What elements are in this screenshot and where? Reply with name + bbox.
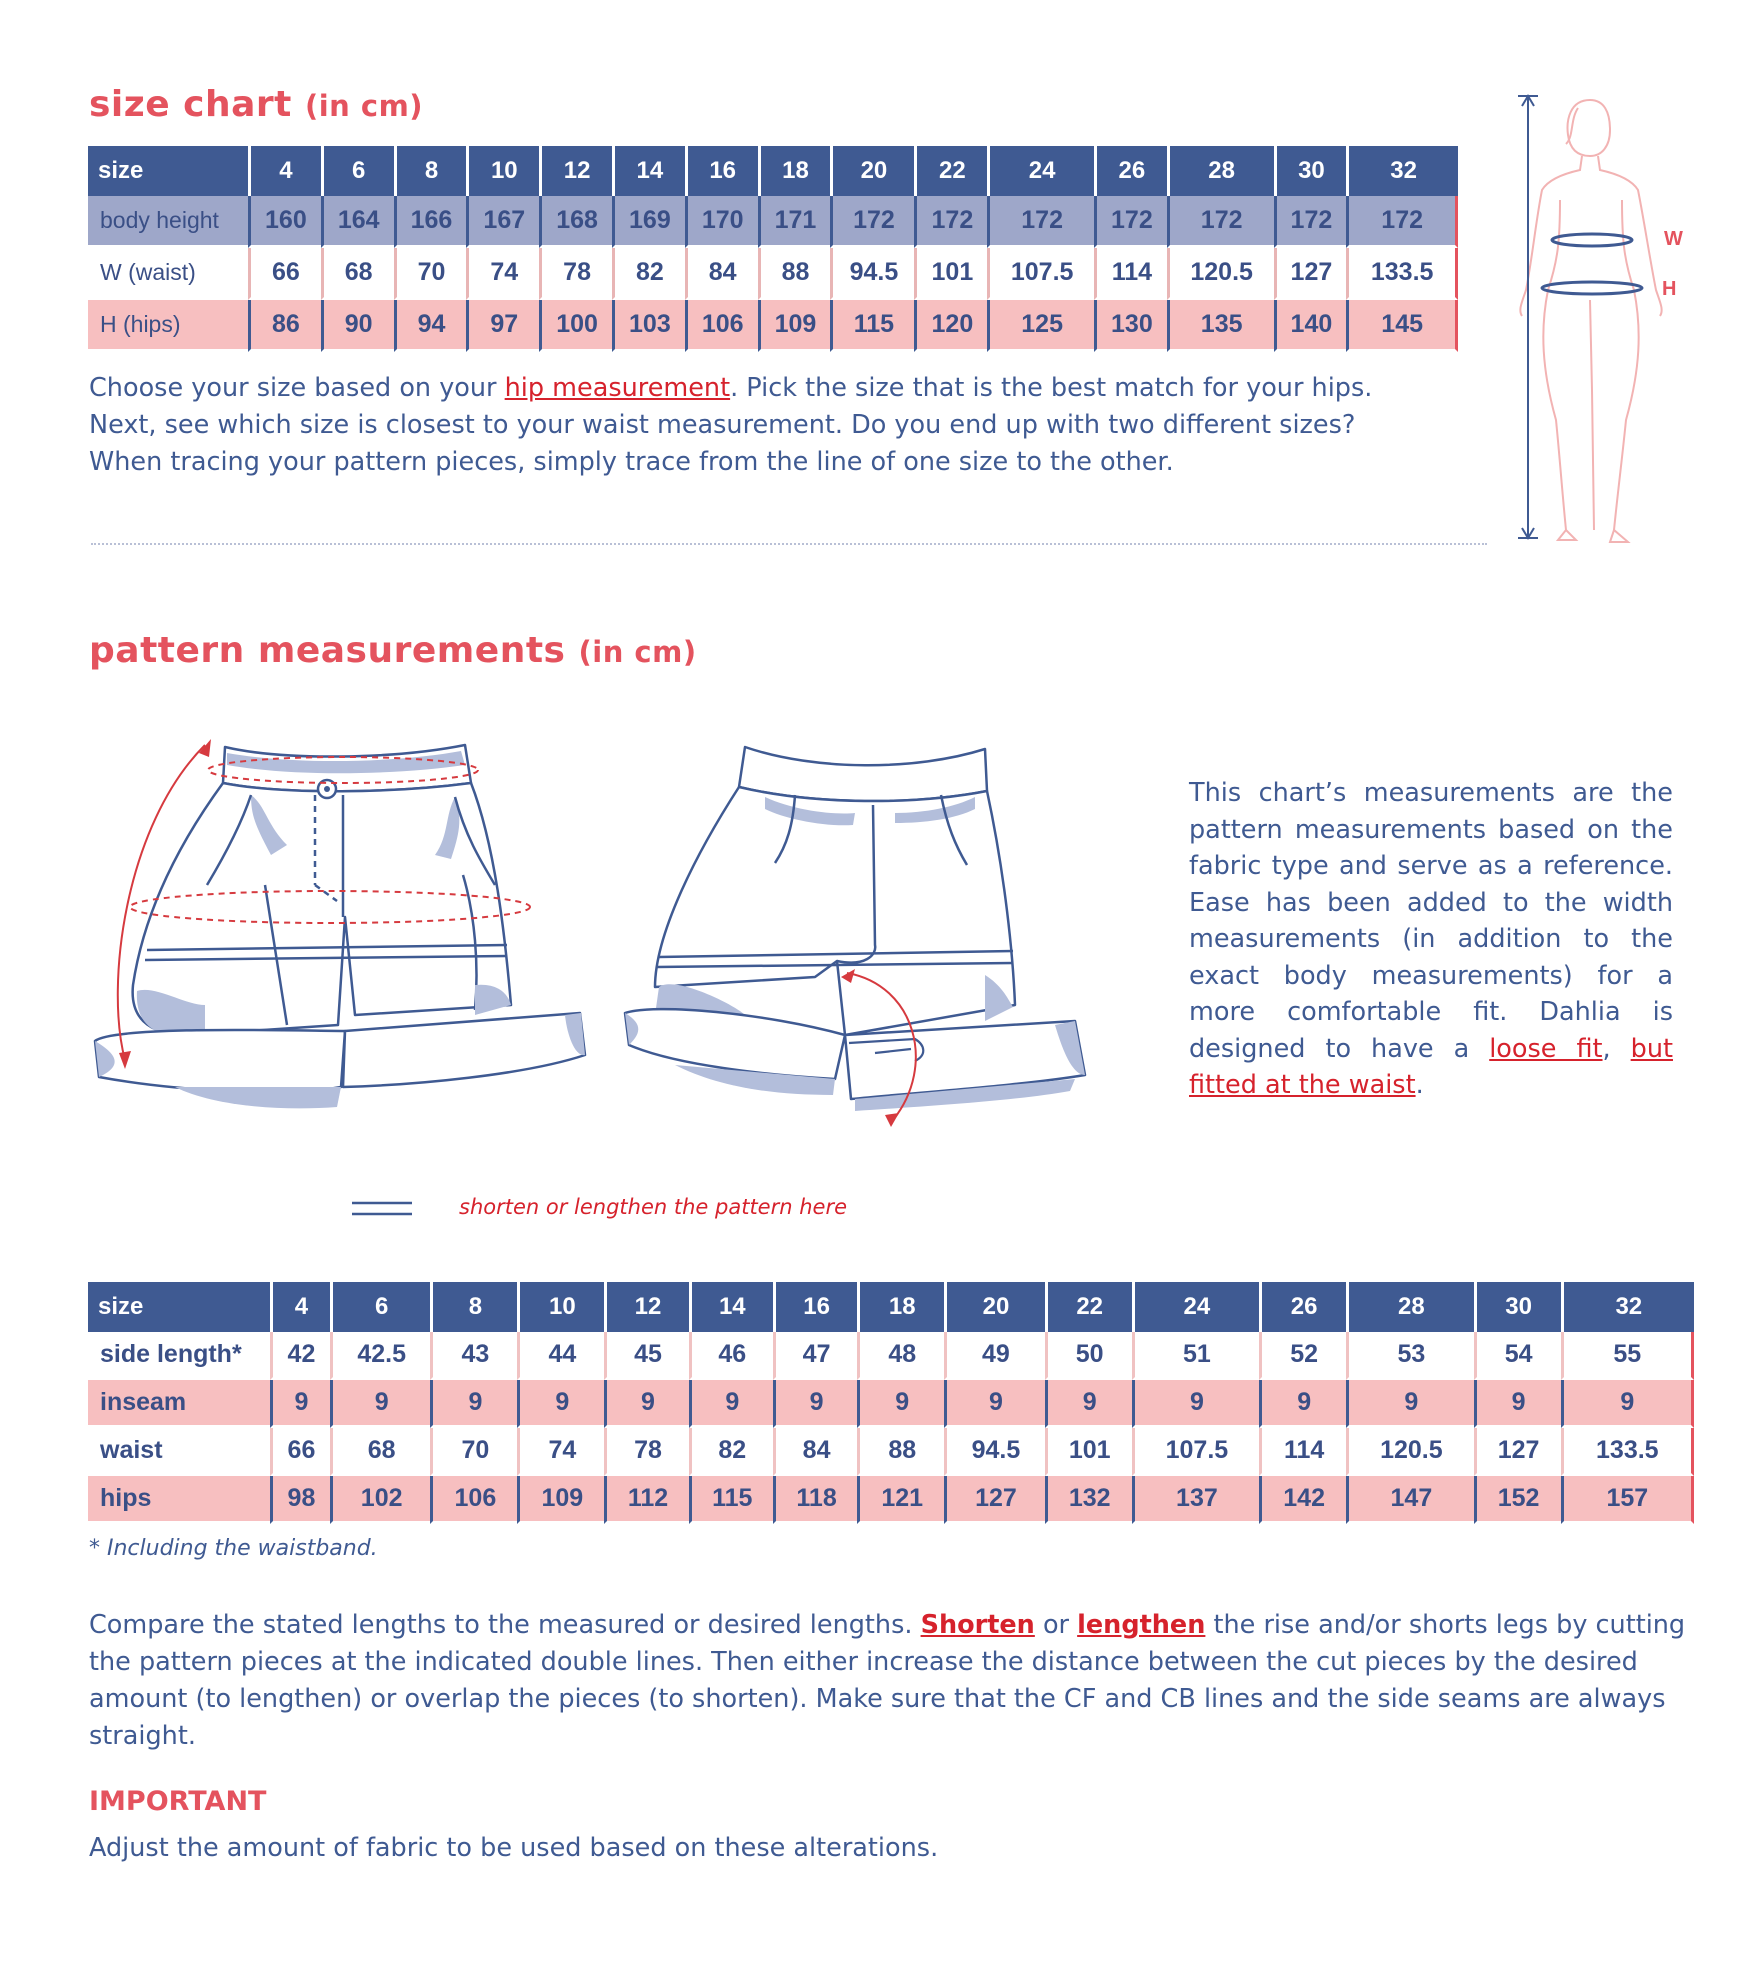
table-cell: 100 xyxy=(539,300,612,352)
table-cell: 98 xyxy=(270,1476,330,1524)
table-cell: 152 xyxy=(1474,1476,1561,1524)
pattern-header-row xyxy=(88,1282,1694,1332)
table-cell: 78 xyxy=(539,248,612,300)
row-label: side length* xyxy=(88,1332,270,1380)
loose-fit-link[interactable]: loose fit xyxy=(1489,1033,1603,1064)
size-chart-para-line-2: Next, see which size is closest to your waist measurement. Do you end up with two different sizes? xyxy=(89,410,1356,440)
table-cell: 74 xyxy=(466,248,539,300)
table-cell: 82 xyxy=(689,1428,773,1476)
header-cell-size: 26 xyxy=(1094,146,1167,196)
table-cell: 42 xyxy=(270,1332,330,1380)
size-chart-header-row xyxy=(88,146,1458,196)
table-cell: 172 xyxy=(1094,196,1167,248)
table-cell: 9 xyxy=(944,1380,1044,1428)
table-cell: 68 xyxy=(330,1428,430,1476)
double-line-legend-icon xyxy=(350,1198,414,1220)
table-cell: 102 xyxy=(330,1476,430,1524)
header-cell-size: 6 xyxy=(330,1282,430,1332)
hip-marker-label: H xyxy=(1662,278,1677,300)
or-text: or xyxy=(1034,1610,1078,1640)
table-cell: 84 xyxy=(685,248,758,300)
table-cell: 172 xyxy=(987,196,1094,248)
table-cell: 51 xyxy=(1132,1332,1260,1380)
legend-text: shorten or lengthen the pattern here xyxy=(459,1195,847,1219)
table-cell: 94.5 xyxy=(830,248,914,300)
header-cell-size: 32 xyxy=(1561,1282,1694,1332)
table-cell: 49 xyxy=(944,1332,1044,1380)
row-label: body height xyxy=(88,196,248,248)
head-shape xyxy=(1568,100,1610,156)
row-label: H (hips) xyxy=(88,300,248,352)
table-cell: 9 xyxy=(1474,1380,1561,1428)
back-left-cuff xyxy=(625,1009,845,1079)
table-cell: 52 xyxy=(1259,1332,1346,1380)
alteration-paragraph xyxy=(89,1607,1689,1755)
row-label: hips xyxy=(88,1476,270,1524)
table-cell: 120.5 xyxy=(1167,248,1274,300)
size-chart-paragraph xyxy=(89,370,1489,481)
header-cell-size: 16 xyxy=(773,1282,857,1332)
header-cell-size: 4 xyxy=(248,146,321,196)
description-text: This chart’s measurements are the pattern measurements based on the fabric type and serve as a reference. Ease has been added to the width measurements (in addition to the exact body measurements) for a more comfortable fit. Dahlia is designed to have a xyxy=(1189,778,1673,1064)
size-chart-para-line-1 xyxy=(89,370,1489,407)
table-cell: 107.5 xyxy=(1132,1428,1260,1476)
table-cell: 66 xyxy=(270,1428,330,1476)
table-cell: 9 xyxy=(330,1380,430,1428)
header-cell-size-label: size xyxy=(88,146,248,196)
table-cell: 109 xyxy=(758,300,831,352)
table-cell: 66 xyxy=(248,248,321,300)
front-right-cuff xyxy=(343,1013,585,1087)
table-cell: 45 xyxy=(604,1332,688,1380)
hip-measurement-link[interactable]: hip measurement xyxy=(504,373,731,403)
table-cell: 55 xyxy=(1561,1332,1694,1380)
table-row xyxy=(88,1476,1694,1524)
table-cell: 9 xyxy=(1045,1380,1132,1428)
table-cell: 114 xyxy=(1259,1428,1346,1476)
table-cell: 169 xyxy=(612,196,685,248)
pattern-measurements-table xyxy=(88,1282,1694,1524)
header-cell-size: 26 xyxy=(1259,1282,1346,1332)
table-cell: 46 xyxy=(689,1332,773,1380)
table-cell: 9 xyxy=(1259,1380,1346,1428)
table-cell: 142 xyxy=(1259,1476,1346,1524)
footnote: * Including the waistband. xyxy=(89,1536,378,1561)
table-cell: 127 xyxy=(944,1476,1044,1524)
table-row xyxy=(88,1428,1694,1476)
header-cell-size: 12 xyxy=(604,1282,688,1332)
table-cell: 54 xyxy=(1474,1332,1561,1380)
header-cell-size: 18 xyxy=(857,1282,944,1332)
pattern-measurements-title xyxy=(89,630,697,671)
table-cell: 130 xyxy=(1094,300,1167,352)
header-cell-size: 20 xyxy=(830,146,914,196)
description-end: . xyxy=(1415,1070,1424,1100)
alteration-text: Compare the stated lengths to the measured or desired lengths. xyxy=(89,1610,921,1640)
size-chart-unit: (in cm) xyxy=(304,89,424,123)
table-row xyxy=(88,248,1458,300)
table-cell: 106 xyxy=(685,300,758,352)
waist-line xyxy=(1552,234,1632,246)
table-cell: 9 xyxy=(773,1380,857,1428)
table-cell: 167 xyxy=(466,196,539,248)
header-cell-size: 28 xyxy=(1346,1282,1474,1332)
table-cell: 120 xyxy=(914,300,987,352)
header-cell-size: 28 xyxy=(1167,146,1274,196)
para-text: Choose your size based on your xyxy=(89,373,505,403)
table-cell: 135 xyxy=(1167,300,1274,352)
table-cell: 120.5 xyxy=(1346,1428,1474,1476)
table-cell: 9 xyxy=(1561,1380,1694,1428)
header-cell-size: 22 xyxy=(1045,1282,1132,1332)
table-cell: 70 xyxy=(430,1428,517,1476)
table-cell: 137 xyxy=(1132,1476,1260,1524)
dotted-divider xyxy=(91,543,1487,545)
table-cell: 140 xyxy=(1274,300,1347,352)
table-cell: 94 xyxy=(394,300,467,352)
table-cell: 114 xyxy=(1094,248,1167,300)
lengthen-link[interactable]: lengthen xyxy=(1077,1610,1206,1640)
table-cell: 53 xyxy=(1346,1332,1474,1380)
table-cell: 127 xyxy=(1274,248,1347,300)
table-cell: 106 xyxy=(430,1476,517,1524)
important-title: IMPORTANT xyxy=(89,1786,267,1817)
header-cell-size: 8 xyxy=(430,1282,517,1332)
table-cell: 115 xyxy=(689,1476,773,1524)
header-cell-size: 22 xyxy=(914,146,987,196)
table-cell: 9 xyxy=(604,1380,688,1428)
table-cell: 9 xyxy=(1346,1380,1474,1428)
table-cell: 125 xyxy=(987,300,1094,352)
table-cell: 9 xyxy=(517,1380,604,1428)
shorten-link[interactable]: Shorten xyxy=(920,1610,1035,1640)
size-chart-title xyxy=(89,84,423,125)
table-cell: 157 xyxy=(1561,1476,1694,1524)
fitted-at-waist-link[interactable]: but fitted at the waist xyxy=(1189,1033,1673,1100)
table-cell: 132 xyxy=(1045,1476,1132,1524)
row-label: inseam xyxy=(88,1380,270,1428)
header-cell-size: 30 xyxy=(1274,146,1347,196)
table-row xyxy=(88,1332,1694,1380)
table-cell: 121 xyxy=(857,1476,944,1524)
table-cell: 109 xyxy=(517,1476,604,1524)
front-left-cuff xyxy=(95,1030,345,1092)
body-figure-illustration xyxy=(1500,90,1700,550)
row-label: waist xyxy=(88,1428,270,1476)
table-cell: 88 xyxy=(758,248,831,300)
table-cell: 84 xyxy=(773,1428,857,1476)
table-cell: 68 xyxy=(321,248,394,300)
table-cell: 90 xyxy=(321,300,394,352)
alteration-text-2: the rise and/or shorts legs by cutting the pattern pieces at the indicated double lines. Then either increase the distance between the cut pieces by the desired amount (to lengthen) or overlap the pieces (to shorten). Make sure that the CF and CB lines and the side seams are always straight. xyxy=(89,1610,1686,1751)
header-cell-size-label: size xyxy=(88,1282,270,1332)
table-cell: 112 xyxy=(604,1476,688,1524)
table-cell: 172 xyxy=(1274,196,1347,248)
header-cell-size: 30 xyxy=(1474,1282,1561,1332)
table-cell: 101 xyxy=(914,248,987,300)
table-cell: 164 xyxy=(321,196,394,248)
header-cell-size: 16 xyxy=(685,146,758,196)
table-cell: 9 xyxy=(1132,1380,1260,1428)
table-cell: 160 xyxy=(248,196,321,248)
header-cell-size: 10 xyxy=(517,1282,604,1332)
table-cell: 97 xyxy=(466,300,539,352)
para-text: . Pick the size that is the best match for your hips. xyxy=(730,373,1373,403)
table-cell: 166 xyxy=(394,196,467,248)
table-cell: 74 xyxy=(517,1428,604,1476)
shorts-back-illustration xyxy=(615,735,1135,1145)
table-cell: 44 xyxy=(517,1332,604,1380)
description-comma: , xyxy=(1602,1033,1631,1064)
table-cell: 133.5 xyxy=(1346,248,1458,300)
table-cell: 88 xyxy=(857,1428,944,1476)
table-cell: 172 xyxy=(1346,196,1458,248)
header-cell-size: 18 xyxy=(758,146,831,196)
pattern-unit: (in cm) xyxy=(578,635,697,669)
header-cell-size: 4 xyxy=(270,1282,330,1332)
table-cell: 70 xyxy=(394,248,467,300)
important-text: Adjust the amount of fabric to be used based on these alterations. xyxy=(89,1833,939,1863)
table-cell: 101 xyxy=(1045,1428,1132,1476)
table-cell: 9 xyxy=(857,1380,944,1428)
header-cell-size: 12 xyxy=(539,146,612,196)
table-cell: 133.5 xyxy=(1561,1428,1694,1476)
header-cell-size: 24 xyxy=(987,146,1094,196)
header-cell-size: 6 xyxy=(321,146,394,196)
table-cell: 9 xyxy=(270,1380,330,1428)
table-cell: 94.5 xyxy=(944,1428,1044,1476)
header-cell-size: 32 xyxy=(1346,146,1458,196)
pattern-title-text: pattern measurements xyxy=(89,630,566,671)
table-cell: 147 xyxy=(1346,1476,1474,1524)
table-cell: 82 xyxy=(612,248,685,300)
table-cell: 43 xyxy=(430,1332,517,1380)
size-chart-para-line-3: When tracing your pattern pieces, simply trace from the line of one size to the other. xyxy=(89,447,1174,477)
table-cell: 170 xyxy=(685,196,758,248)
table-row xyxy=(88,1380,1694,1428)
table-cell: 107.5 xyxy=(987,248,1094,300)
row-label: W (waist) xyxy=(88,248,248,300)
table-cell: 172 xyxy=(830,196,914,248)
table-cell: 168 xyxy=(539,196,612,248)
table-row xyxy=(88,196,1458,248)
table-cell: 103 xyxy=(612,300,685,352)
table-cell: 50 xyxy=(1045,1332,1132,1380)
header-cell-size: 14 xyxy=(689,1282,773,1332)
table-cell: 48 xyxy=(857,1332,944,1380)
hip-line xyxy=(1542,282,1642,294)
table-cell: 47 xyxy=(773,1332,857,1380)
table-cell: 171 xyxy=(758,196,831,248)
header-cell-size: 8 xyxy=(394,146,467,196)
table-cell: 115 xyxy=(830,300,914,352)
pattern-description xyxy=(1189,775,1673,1104)
header-cell-size: 10 xyxy=(466,146,539,196)
table-cell: 86 xyxy=(248,300,321,352)
shorts-front-illustration xyxy=(55,735,615,1135)
header-cell-size: 14 xyxy=(612,146,685,196)
table-cell: 145 xyxy=(1346,300,1458,352)
table-cell: 172 xyxy=(914,196,987,248)
table-cell: 42.5 xyxy=(330,1332,430,1380)
table-cell: 9 xyxy=(689,1380,773,1428)
waist-marker-label: W xyxy=(1664,228,1683,250)
table-cell: 9 xyxy=(430,1380,517,1428)
size-chart-table xyxy=(88,146,1458,352)
size-chart-title-text: size chart xyxy=(89,84,292,125)
table-cell: 118 xyxy=(773,1476,857,1524)
table-cell: 172 xyxy=(1167,196,1274,248)
table-cell: 127 xyxy=(1474,1428,1561,1476)
header-cell-size: 24 xyxy=(1132,1282,1260,1332)
header-cell-size: 20 xyxy=(944,1282,1044,1332)
table-cell: 78 xyxy=(604,1428,688,1476)
table-row xyxy=(88,300,1458,352)
